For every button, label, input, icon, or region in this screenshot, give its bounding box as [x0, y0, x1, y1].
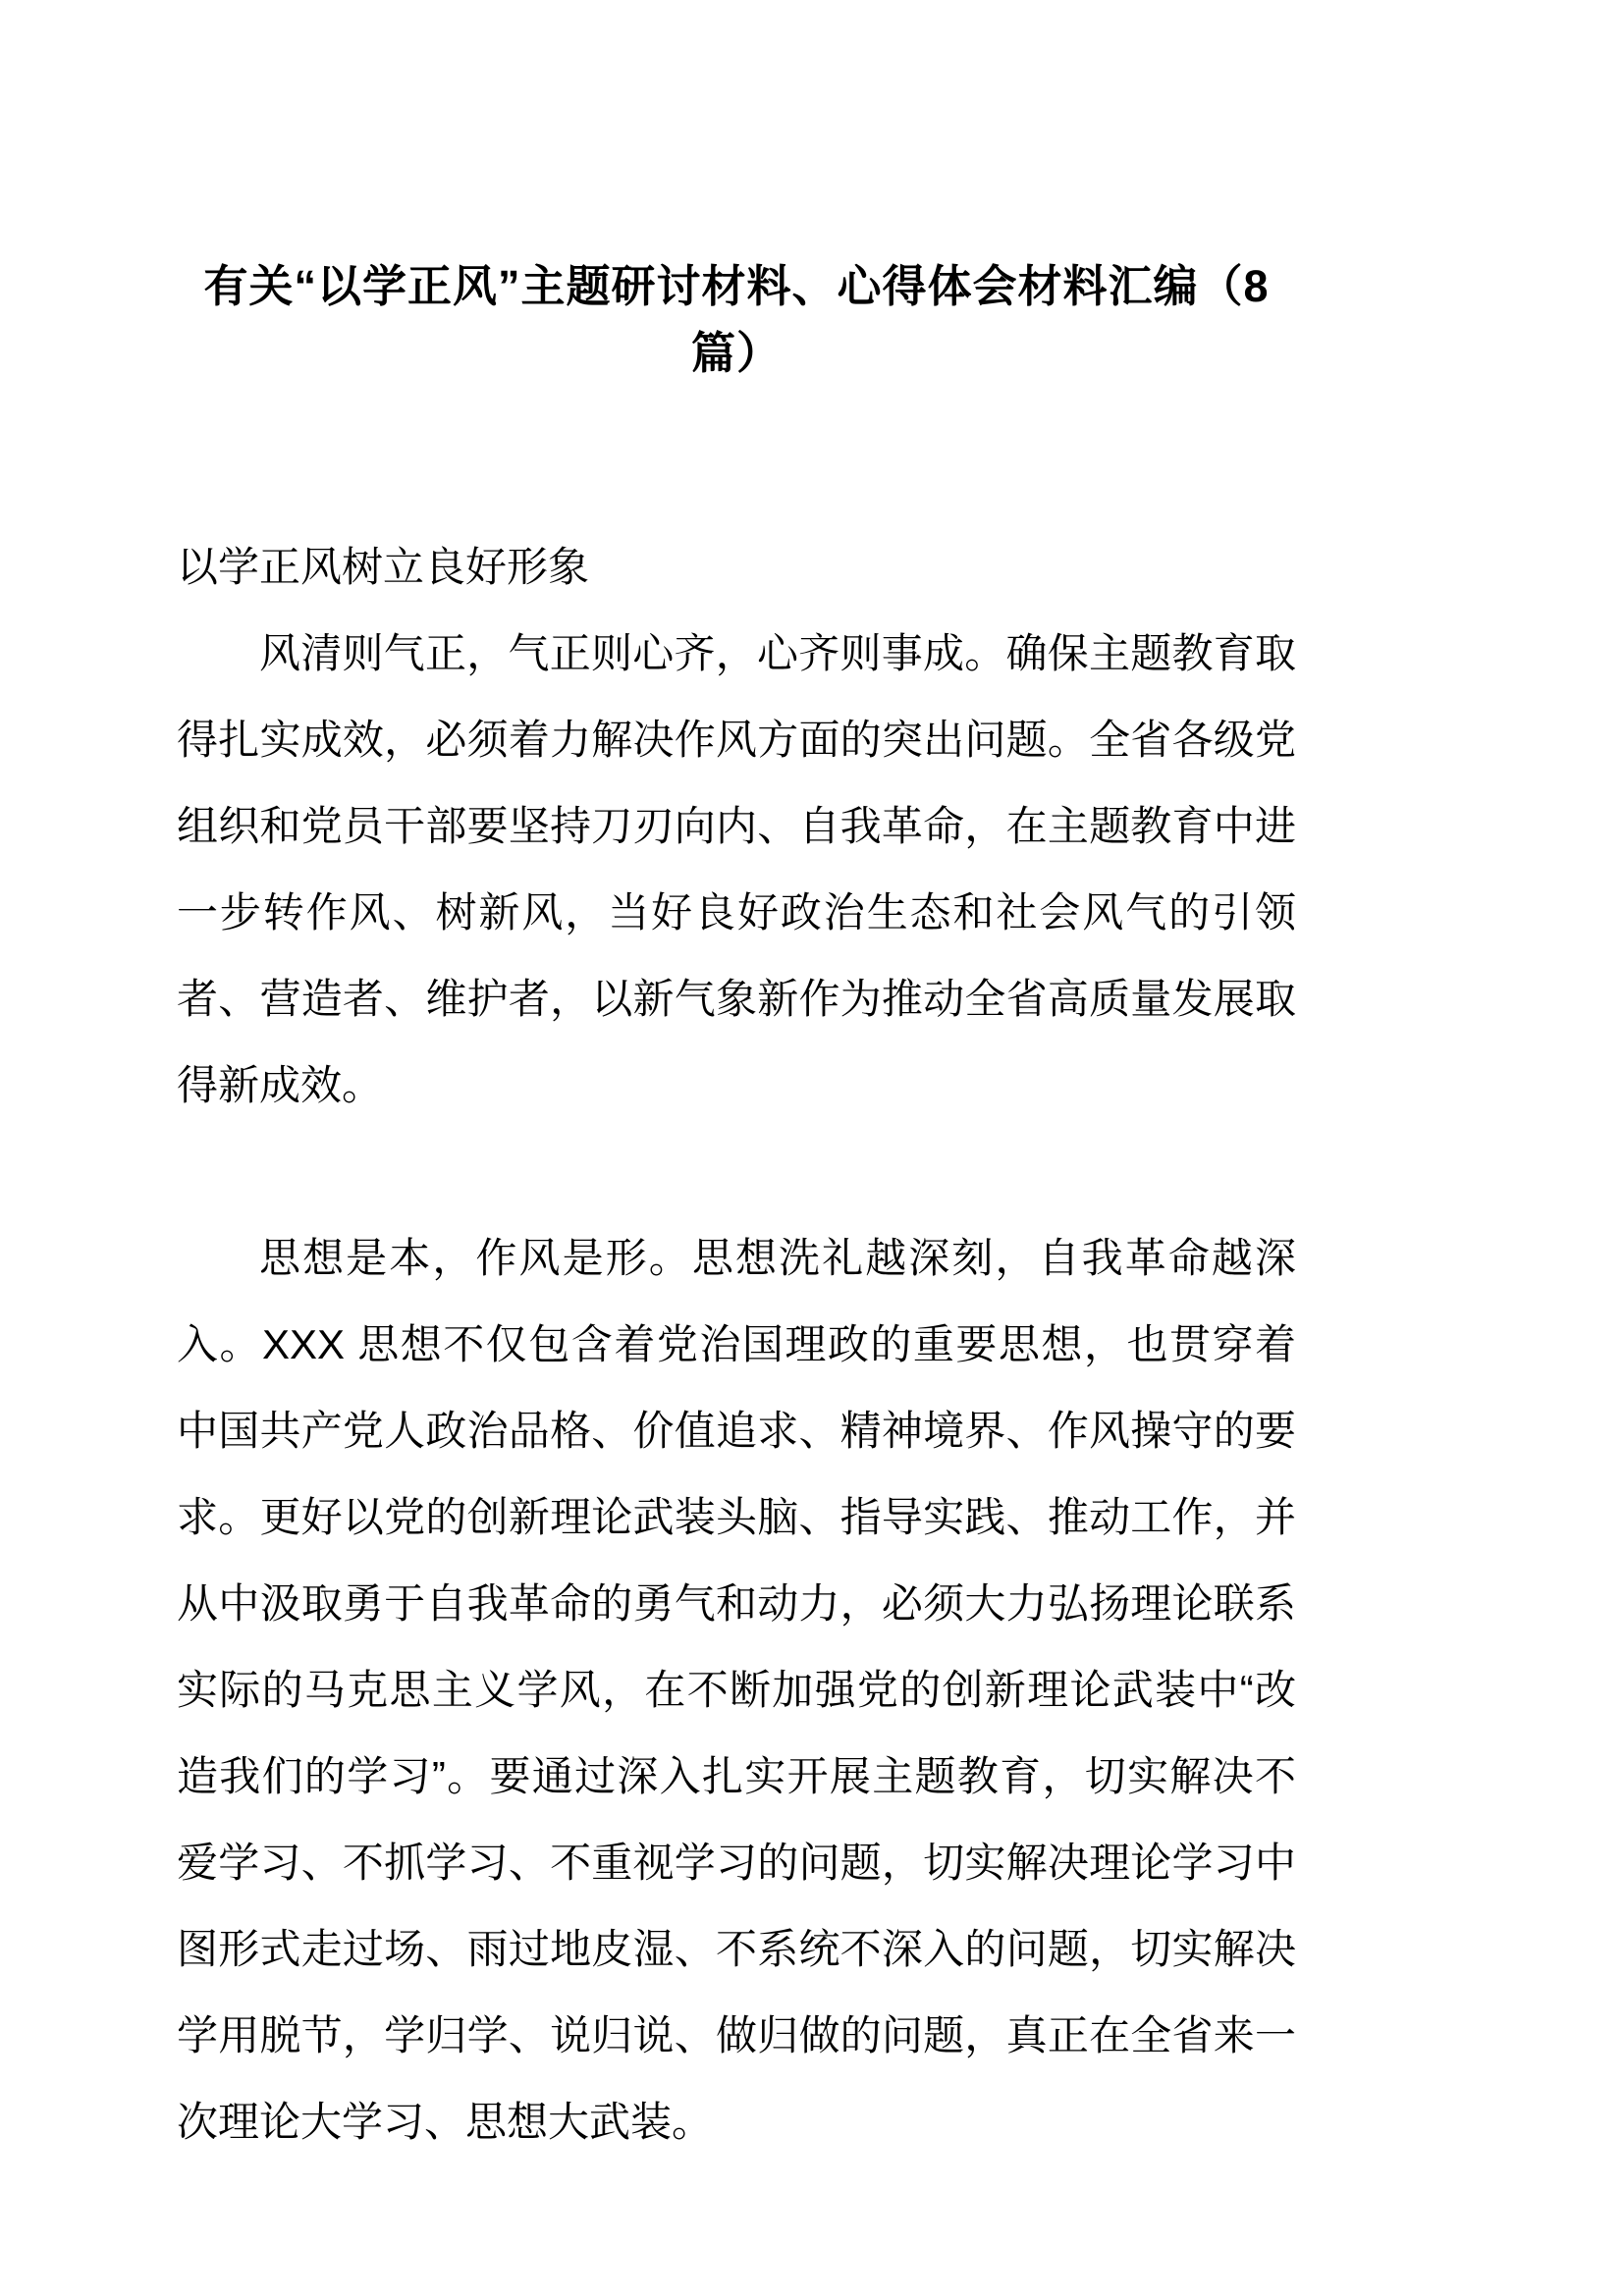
document-content-column: [177, 0, 1296, 2165]
body-paragraph-1: 风清则气正，气正则心齐，心齐则事成。确保主题教育取得扎实成效，必须着力解决作风方面的突出问题。全省各级党组织和党员干部要坚持刀刃向内、自我革命，在主题教育中进一步转作风、树新风，当好良好政治生态和社会风气的引领者、营造者、维护者，以新气象新作为推动全省高质量发展取得新成效。: [177, 630, 1296, 1108]
section-heading: 以学正风树立良好形象: [177, 544, 590, 590]
body-paragraph-2: 思想是本，作风是形。思想洗礼越深刻，自我革命越深入。XXX 思想不仅包含着党治国理政的重要思想，也贯穿着中国共产党人政治品格、价值追求、精神境界、作风操守的要求。更好以党的创新理论武装头脑、指导实践、推动工作，并从中汲取勇于自我革命的勇气和动力，必须大力弘扬理论联系实际的马克思主义学风，在不断加强党的创新理论武装中“改造我们的学习”。要通过深入扎实开展主题教育，切实解决不爱学习、不抓学习、不重视学习的问题，切实解决理论学习中图形式走过场、雨过地皮湿、不系统不深入的问题，切实解决学用脱节，学归学、说归说、做归做的问题，真正在全省来一次理论大学习、思想大武装。: [177, 1235, 1296, 2145]
document-title: 有关“以学正风”主题研讨材料、心得体会材料汇编（8篇）: [203, 261, 1270, 378]
